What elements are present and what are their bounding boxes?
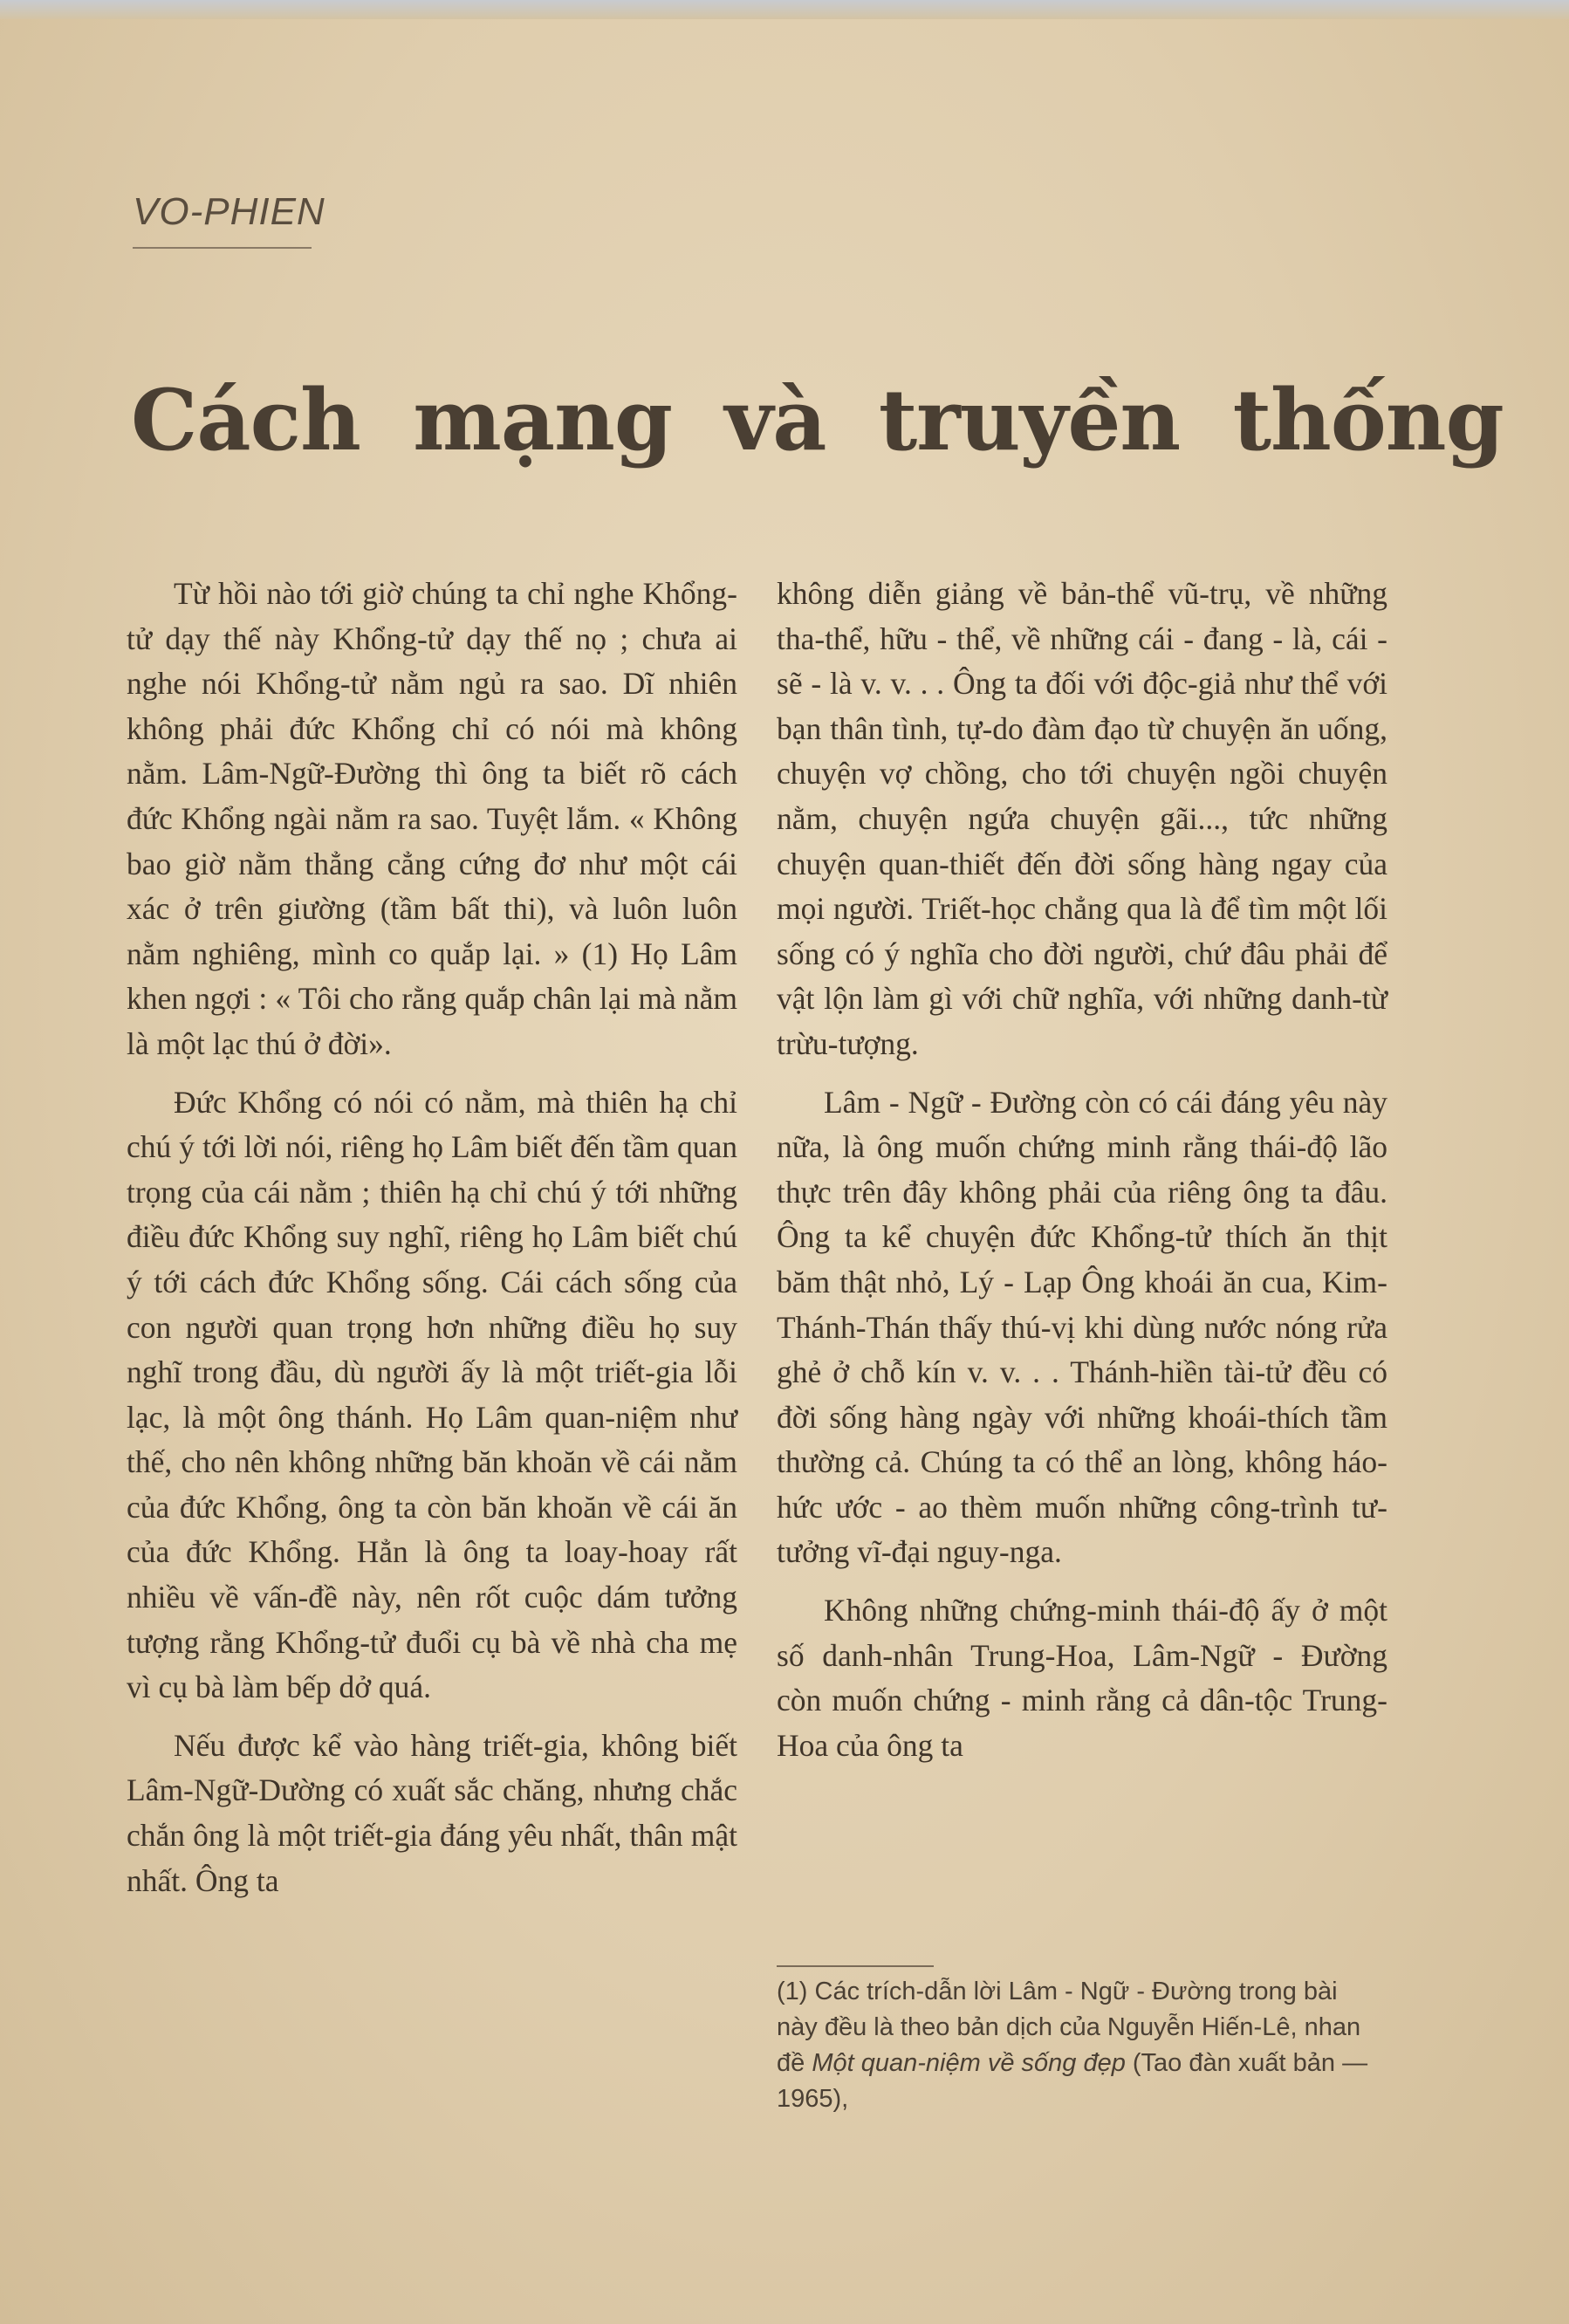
footnote-text-after: (Tao đàn xuất bản — 1965), (777, 2049, 1368, 2113)
right-column (777, 572, 1387, 1781)
right-paragraph-2: Lâm - Ngữ - Đường còn có cái đáng yêu này nữa, là ông muốn chứng minh rằng thái-độ lão thực trên đây không phải của riêng ông ta đâu. Ông ta kể chuyện đức Khổng-tử thích ăn thịt băm thật nhỏ, Lý - Lạp Ông khoái ăn cua, Kim-Thánh-Thán thấy thú-vị khi dùng nước nóng rửa ghẻ ở chỗ kín v. v. . . Thánh-hiền tài-tử đều có đời sống hàng ngày với những khoái-thích tầm thường cả. Chúng ta có thể an lòng, không háo-hức ước - ao thèm muốn những công-trình tư-tưởng vĩ-đại nguy-nga. (777, 1084, 1387, 1570)
footnote (777, 1974, 1379, 2117)
author-name: VO-PHIEN (133, 190, 325, 233)
article-title: Cách mạng và truyền thống (131, 371, 1504, 470)
left-column (127, 572, 737, 1916)
author-underline (133, 247, 312, 249)
right-paragraph-1: không diễn giảng về bản-thể vũ-trụ, về những tha-thể, hữu - thể, về những cái - đang - là, cái - sẽ - là v. v. . . Ông ta đối với độc-giả như thể với bạn thân tình, tự-do đàm đạo từ chuyện ăn uống, chuyện vợ chồng, cho tới chuyện ngồi chuyện nằm, chuyện ngứa chuyện gãi..., tức những chuyện quan-thiết đến đời sống hàng ngay của mọi người. Triết-học chẳng qua là để tìm một lối sống có ý nghĩa cho đời người, chứ đâu phải để vật lộn làm gì với chữ nghĩa, với những danh-từ trừu-tượng. (777, 576, 1387, 1061)
footnote-book-title: Một quan-niệm về sống đẹp (812, 2049, 1126, 2077)
footnote-rule (777, 1965, 934, 1967)
left-paragraph-2: Đức Khổng có nói có nằm, mà thiên hạ chỉ chú ý tới lời nói, riêng họ Lâm biết đến tầm quan trọng của cái nằm ; thiên hạ chỉ chú ý tới những điều đức Khổng suy nghĩ, riêng họ Lâm biết chú ý tới cách đức Khổng sống. Cái cách sống của con người quan trọng hơn những điều họ suy nghĩ trong đầu, dù người ấy là một triết-gia lỗi lạc, là một ông thánh. Họ Lâm quan-niệm như thế, cho nên không những băn khoăn về cái nằm của đức Khổng, ông ta còn băn khoăn về cái ăn của đức Khổng. Hẳn là ông ta loay-hoay rất nhiều về vấn-đề này, nên rốt cuộc dám tưởng tượng rằng Khổng-tử đuổi cụ bà về nhà cha mẹ vì cụ bà làm bếp dở quá. (127, 1084, 737, 1705)
scan-edge (0, 0, 1569, 19)
footnote-text-before: (1) Các trích-dẫn lời Lâm - Ngữ - Đường trong bài này đều là theo bản dịch của Nguyễn Hiến-Lê, nhan đề (777, 1978, 1361, 2077)
right-paragraph-3: Không những chứng-minh thái-độ ấy ở một số danh-nhân Trung-Hoa, Lâm-Ngữ - Đường còn muốn chứng - minh rằng cả dân-tộc Trung-Hoa của ông ta (777, 1593, 1387, 1763)
left-paragraph-1: Từ hồi nào tới giờ chúng ta chỉ nghe Khổng-tử dạy thế này Khổng-tử dạy thế nọ ; chưa ai nghe nói Khổng-tử nằm ngủ ra sao. Dĩ nhiên không phải đức Khổng chỉ có nói mà không nằm. Lâm-Ngữ-Đường thì ông ta biết rõ cách đức Khổng ngài nằm ra sao. Tuyệt lắm. « Không bao giờ nằm thẳng cẳng cứng đơ như một cái xác ở trên giường (tầm bất thi), và luôn luôn nằm nghiêng, mình co quắp lại. » (1) Họ Lâm khen ngợi : « Tôi cho rằng quắp chân lại mà nằm là một lạc thú ở đời». (127, 576, 737, 1061)
left-paragraph-3: Nếu được kể vào hàng triết-gia, không biết Lâm-Ngữ-Dường có xuất sắc chăng, nhưng chắc chắn ông là một triết-gia đáng yêu nhất, thân mật nhất. Ông ta (127, 1727, 737, 1898)
